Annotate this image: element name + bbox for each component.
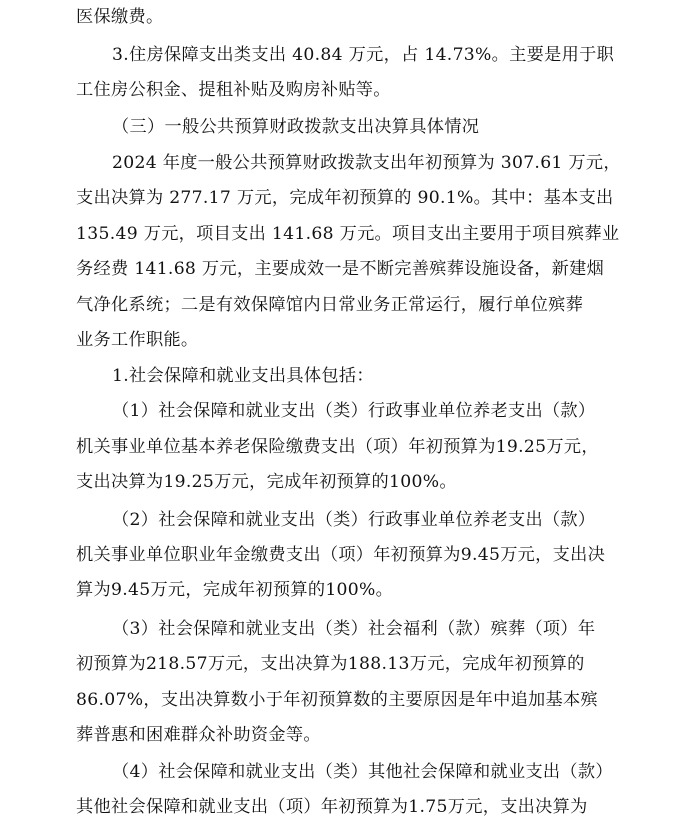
text-line: 气净化系统；二是有效保障馆内日常业务正常运行，履行单位殡葬 [76,295,584,315]
text-line: （4）社会保障和就业支出（类）其他社会保障和就业支出（款） [112,762,613,782]
text-line: 支出决算为 277.17 万元，完成年初预算的 90.1%。其中：基本支出 [76,188,614,208]
text-line: （1）社会保障和就业支出（类）行政事业单位养老支出（款） [112,401,596,421]
text-line: 3.住房保障支出类支出 40.84 万元，占 14.73%。主要是用于职 [112,45,615,65]
text-line: 其他社会保障和就业支出（项）年初预算为1.75万元，支出决算为 [76,797,588,817]
text-line: 业务工作职能。 [76,330,199,350]
text-line: 算为9.45万元，完成年初预算的100%。 [76,580,394,600]
text-line: 1.社会保障和就业支出具体包括： [112,366,374,386]
text-line: （2）社会保障和就业支出（类）行政事业单位养老支出（款） [112,510,596,530]
text-line: 医保缴费。 [76,7,164,27]
text-line: 86.07%，支出决算数小于年初预算数的主要原因是年中追加基本殡 [76,690,599,710]
text-line: 初预算为218.57万元，支出决算为188.13万元，完成年初预算的 [76,654,585,674]
text-line: 工住房公积金、提租补贴及购房补贴等。 [76,80,391,100]
text-line: 葬普惠和困难群众补助资金等。 [76,725,321,745]
text-line: 务经费 141.68 万元，主要成效一是不断完善殡葬设施设备，新建烟 [76,259,605,279]
text-line: （3）社会保障和就业支出（类）社会福利（款）殡葬（项）年 [112,619,596,639]
text-line: 135.49 万元，项目支出 141.68 万元。项目支出主要用于项目殡葬业 [76,224,620,244]
text-line: 机关事业单位职业年金缴费支出（项）年初预算为9.45万元，支出决 [76,545,606,565]
text-line: 支出决算为19.25万元，完成年初预算的100%。 [76,472,457,492]
section-heading: （三）一般公共预算财政拨款支出决算具体情况 [112,117,480,137]
text-line: 机关事业单位基本养老保险缴费支出（项）年初预算为19.25万元， [76,437,599,457]
text-line: 2024 年度一般公共预算财政拨款支出年初预算为 307.61 万元， [112,153,621,173]
